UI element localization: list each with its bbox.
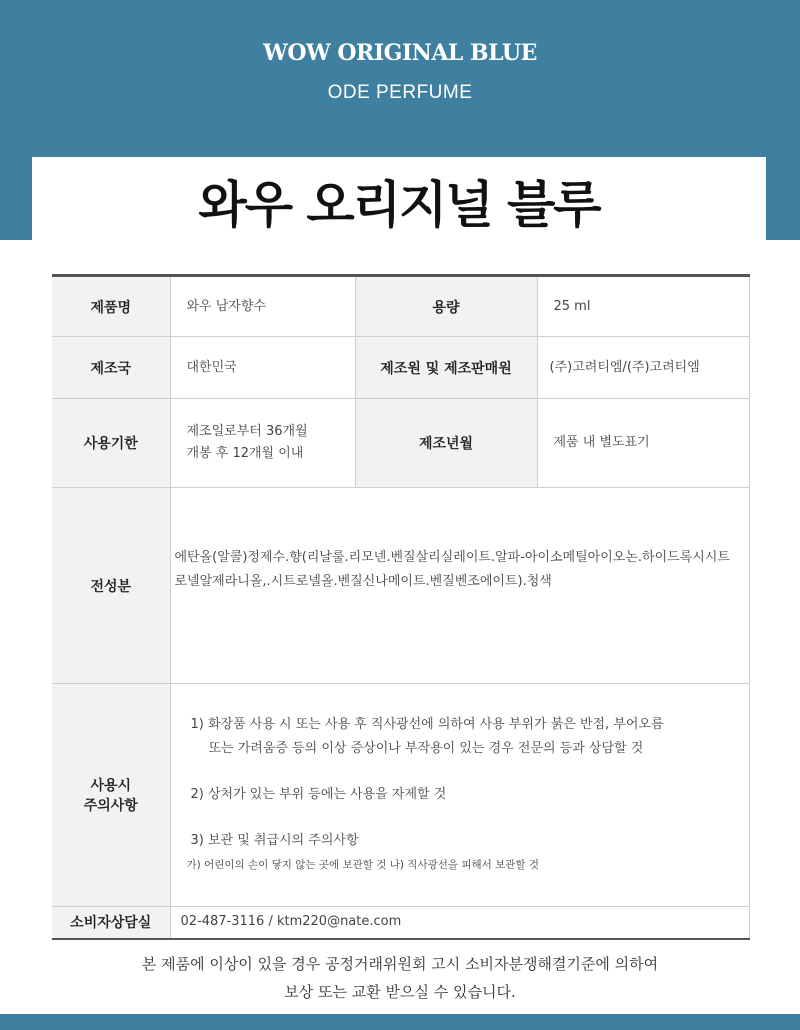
ingredients-value: 에탄올(알콜)정제수.향(리날룰.리모넨.벤질살리실레이트.알파-아이소메틸아이오논.하이드록시시트로넬알제라니올,.시트로넬올.벤질신나메이트.벤질벤조에이트).청색	[170, 488, 749, 684]
country-value: 대한민국	[170, 337, 355, 399]
mfg-date-label: 제조년월	[355, 399, 537, 488]
caution-1b: 또는 가려움증 등의 이상 증상이나 부작용이 있는 경우 전문의 등과 상담할 것	[208, 741, 644, 756]
volume-label: 용량	[355, 276, 537, 337]
caution-3: 3) 보관 및 취급시의 주의사항	[190, 833, 359, 848]
brand-subtitle: ODE PERFUME	[327, 82, 473, 103]
expiry-value	[170, 399, 355, 488]
caution-text	[170, 684, 749, 907]
table-row	[52, 684, 749, 907]
contact-label: 소비자상담실	[52, 907, 170, 939]
notice-line-2: 보상 또는 교환 받으실 수 있습니다.	[284, 983, 516, 1001]
table-row	[52, 337, 749, 399]
volume-value: 25 ml	[537, 276, 749, 337]
table-row	[52, 276, 749, 337]
table-row	[52, 907, 749, 939]
expiry-line-1: 제조일로부터 36개월	[186, 424, 308, 439]
caution-2: 2) 상처가 있는 부위 등에는 사용을 자제할 것	[190, 787, 447, 802]
table-row	[52, 399, 749, 488]
table-row	[52, 488, 749, 684]
product-title: 와우 오리지널 블루	[198, 176, 600, 234]
contact-value: 02-487-3116 / ktm220@nate.com	[170, 907, 749, 939]
caution-1a: 1) 화장품 사용 시 또는 사용 후 직사광선에 의하여 사용 부위가 붉은 반점, 부어오름	[190, 717, 664, 732]
caution-label-line-1: 사용시	[90, 778, 132, 794]
brand-name: WOW ORIGINAL BLUE	[263, 40, 537, 66]
expiry-line-2: 개봉 후 12개월 이내	[186, 446, 304, 461]
product-name-value: 와우 남자향수	[170, 276, 355, 337]
caution-label	[52, 684, 170, 907]
footer-band	[0, 1014, 800, 1030]
title-box	[32, 157, 766, 257]
mfg-date-value: 제품 내 별도표기	[537, 399, 749, 488]
ingredients-label: 전성분	[52, 488, 170, 684]
caution-label-line-2: 주의사항	[83, 798, 138, 814]
notice-line-1: 본 제품에 이상이 있을 경우 공정거래위원회 고시 소비자분쟁해결기준에 의하여	[141, 955, 659, 973]
product-info-table	[52, 274, 750, 940]
product-name-label: 제품명	[52, 276, 170, 337]
caution-3-detail: 가) 어린이의 손이 닿지 않는 곳에 보관할 것 나) 직사광선을 피해서 보관할 것	[186, 859, 540, 871]
expiry-label: 사용기한	[52, 399, 170, 488]
maker-label: 제조원 및 제조판매원	[355, 337, 537, 399]
maker-value: (주)고려티엠/(주)고려티엠	[537, 337, 749, 399]
exchange-notice	[0, 950, 800, 1006]
country-label: 제조국	[52, 337, 170, 399]
